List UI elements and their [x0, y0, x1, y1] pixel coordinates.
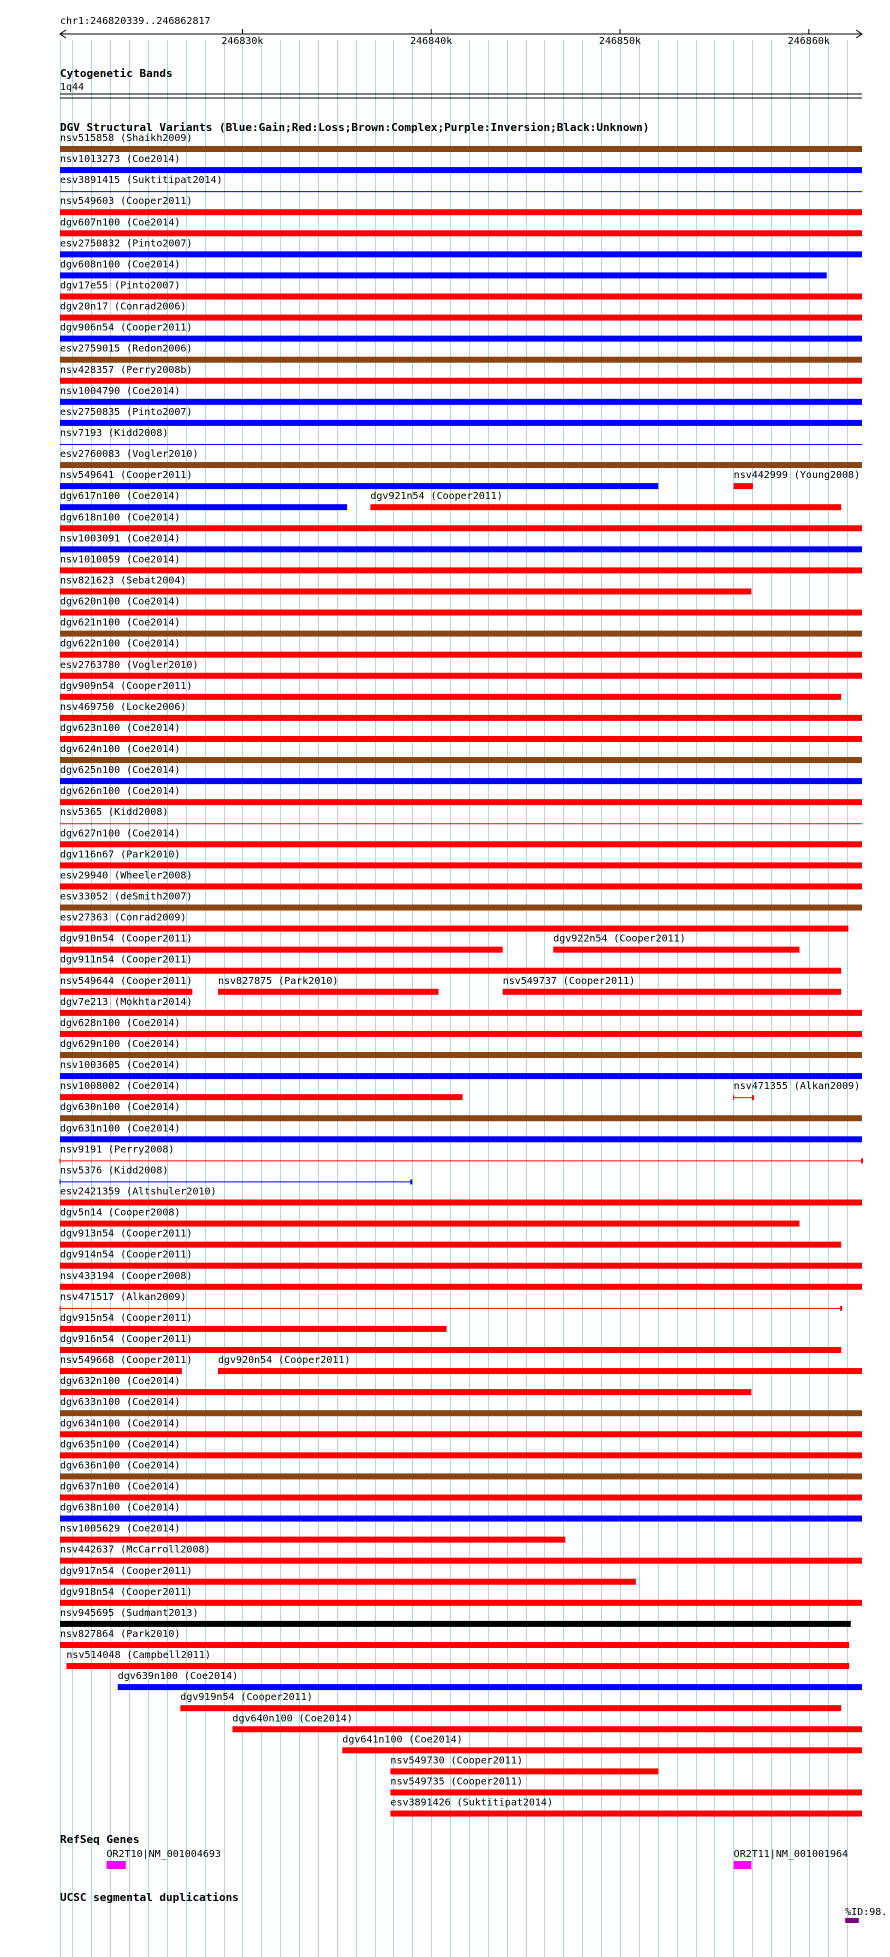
- dgv-feature-bar[interactable]: [60, 1494, 862, 1500]
- dgv-feature-bar[interactable]: [60, 968, 841, 974]
- dgv-feature-label: nsv827875 (Park2010): [217, 975, 339, 987]
- dgv-feature-label: dgv638n100 (Coe2014): [60, 1502, 181, 1514]
- dgv-feature-bar[interactable]: [390, 1811, 862, 1817]
- dgv-feature[interactable]: [60, 1060, 862, 1079]
- dgv-feature-bar[interactable]: [60, 1221, 799, 1227]
- dgv-feature[interactable]: [60, 175, 862, 192]
- dgv-feature-bar[interactable]: [60, 715, 862, 721]
- dgv-feature-label: dgv608n100 (Coe2014): [60, 259, 181, 271]
- dgv-feature[interactable]: [60, 133, 862, 152]
- dgv-feature-label: nsv1005629 (Coe2014): [60, 1523, 181, 1535]
- cytoband-label: 1q44: [60, 82, 85, 93]
- dgv-feature-label: nsv821623 (Sebat2004): [60, 575, 187, 587]
- dgv-feature[interactable]: [60, 554, 862, 573]
- dgv-feature[interactable]: [60, 196, 862, 215]
- dgv-feature[interactable]: [60, 765, 862, 784]
- dgv-feature-label: dgv917n54 (Cooper2011): [60, 1565, 193, 1577]
- ruler-tick-label: 246850k: [598, 36, 642, 47]
- dgv-feature-label: dgv116n67 (Park2010): [60, 849, 181, 861]
- dgv-feature-bar[interactable]: [60, 230, 862, 236]
- dgv-feature-label: dgv620n100 (Coe2014): [60, 596, 181, 608]
- dgv-feature-label: dgv637n100 (Coe2014): [60, 1481, 181, 1493]
- dgv-feature-bar[interactable]: [60, 293, 862, 299]
- cytoband-track[interactable]: [60, 67, 862, 98]
- dgv-feature[interactable]: [60, 976, 192, 995]
- segdup-items: [845, 1907, 887, 1923]
- dgv-feature-label: dgv17e55 (Pinto2007): [60, 280, 181, 292]
- dgv-feature-label: nsv1004790 (Coe2014): [60, 385, 181, 397]
- dgv-feature-label: dgv915n54 (Cooper2011): [60, 1312, 193, 1324]
- dgv-feature[interactable]: [60, 807, 862, 824]
- dgv-feature-bar[interactable]: [60, 652, 862, 658]
- dgv-feature[interactable]: [60, 849, 862, 868]
- dgv-feature-label: dgv921n54 (Cooper2011): [370, 491, 503, 503]
- dgv-feature[interactable]: [60, 1313, 447, 1332]
- dgv-feature-label: nsv469750 (Locke2006): [60, 701, 187, 713]
- dgv-feature-label: dgv5n14 (Cooper2008): [60, 1207, 181, 1219]
- segdup-track-title: UCSC segmental duplications: [60, 1891, 239, 1904]
- refseq-gene[interactable]: [107, 1849, 221, 1869]
- dgv-feature-bar[interactable]: [60, 504, 347, 510]
- dgv-feature[interactable]: [60, 1629, 849, 1648]
- dgv-feature-bar[interactable]: [60, 1642, 849, 1648]
- dgv-feature-label: dgv628n100 (Coe2014): [60, 1017, 181, 1029]
- dgv-feature[interactable]: [60, 491, 347, 510]
- dgv-feature-bar[interactable]: [60, 462, 862, 468]
- dgv-feature-label: esv3891415 (Suktitipat2014): [60, 175, 223, 187]
- dgv-feature-bar[interactable]: [60, 883, 862, 889]
- dgv-feature[interactable]: [60, 386, 862, 405]
- dgv-feature-bar[interactable]: [370, 504, 841, 510]
- dgv-feature[interactable]: [60, 828, 862, 847]
- dgv-feature[interactable]: [60, 1123, 862, 1142]
- dgv-track[interactable]: [60, 121, 862, 1817]
- dgv-feature-label: dgv631n100 (Coe2014): [60, 1123, 181, 1135]
- dgv-feature-bar[interactable]: [60, 1094, 463, 1100]
- dgv-feature-bar[interactable]: [60, 823, 862, 824]
- dgv-feature-label: dgv618n100 (Coe2014): [60, 512, 181, 524]
- dgv-feature-label: dgv909n54 (Cooper2011): [60, 680, 193, 692]
- dgv-feature[interactable]: [60, 217, 862, 236]
- dgv-feature-bar[interactable]: [60, 905, 862, 911]
- dgv-feature-label: esv3891426 (Suktitipat2014): [390, 1797, 553, 1809]
- dgv-feature-label: dgv919n54 (Cooper2011): [180, 1692, 313, 1704]
- dgv-feature-bar[interactable]: [60, 736, 862, 742]
- dgv-feature[interactable]: [60, 1144, 862, 1163]
- refseq-gene-exon[interactable]: [734, 1861, 752, 1869]
- dgv-feature-bar[interactable]: [60, 1115, 862, 1121]
- dgv-feature-bar[interactable]: [60, 757, 862, 763]
- dgv-feature-label: dgv632n100 (Coe2014): [60, 1376, 181, 1388]
- dgv-feature-bar[interactable]: [66, 1663, 849, 1669]
- dgv-feature[interactable]: [60, 1187, 862, 1206]
- dgv-feature[interactable]: [60, 639, 862, 658]
- dgv-feature-label: dgv636n100 (Coe2014): [60, 1460, 181, 1472]
- dgv-feature[interactable]: [60, 344, 862, 363]
- dgv-feature-label: nsv549644 (Cooper2011): [60, 975, 193, 987]
- dgv-feature[interactable]: [60, 786, 862, 805]
- dgv-feature-label: dgv627n100 (Coe2014): [60, 828, 181, 840]
- dgv-feature-bar[interactable]: [60, 1389, 751, 1395]
- dgv-feature-label: dgv920n54 (Cooper2011): [217, 1355, 351, 1367]
- dgv-feature-bar[interactable]: [60, 272, 827, 278]
- dgv-feature-bar[interactable]: [60, 167, 862, 173]
- dgv-feature[interactable]: [60, 1102, 862, 1121]
- dgv-feature-bar[interactable]: [60, 588, 751, 594]
- dgv-feature-bar[interactable]: [232, 1726, 862, 1732]
- dgv-feature-bar[interactable]: [60, 1242, 841, 1248]
- dgv-feature-bar[interactable]: [60, 567, 862, 573]
- dgv-feature-label: dgv922n54 (Cooper2011): [553, 933, 686, 945]
- segdup-feature[interactable]: [845, 1907, 887, 1923]
- dgv-track-title: DGV Structural Variants (Blue:Gain;Red:Loss;Brown:Complex;Purple:Inversion;Black:Unknown): [60, 121, 650, 134]
- dgv-feature[interactable]: [342, 1734, 862, 1753]
- dgv-feature-label: nsv7193 (Kidd2008): [60, 427, 169, 439]
- dgv-feature-label: nsv9191 (Perry2008): [60, 1144, 175, 1156]
- dgv-feature[interactable]: [734, 1081, 860, 1100]
- dgv-feature[interactable]: [60, 470, 658, 489]
- dgv-feature-bar[interactable]: [60, 778, 862, 784]
- dgv-feature-label: dgv914n54 (Cooper2011): [60, 1249, 193, 1261]
- dgv-feature-label: dgv607n100 (Coe2014): [60, 217, 181, 229]
- dgv-feature-bar[interactable]: [60, 1600, 862, 1606]
- dgv-feature-label: dgv624n100 (Coe2014): [60, 744, 181, 756]
- dgv-feature-bar[interactable]: [390, 1768, 658, 1774]
- segdup-feature-bar[interactable]: [845, 1918, 859, 1923]
- dgv-feature-bar[interactable]: [60, 1473, 862, 1479]
- dgv-feature[interactable]: [60, 597, 862, 616]
- dgv-feature-bar[interactable]: [60, 862, 862, 868]
- dgv-feature-bar[interactable]: [60, 1010, 862, 1016]
- dgv-feature-bar[interactable]: [503, 989, 841, 995]
- dgv-feature-bar[interactable]: [60, 315, 862, 321]
- dgv-feature-label: nsv1010059 (Coe2014): [60, 554, 181, 566]
- dgv-feature-label: esv2421359 (Altshuler2010): [60, 1186, 217, 1198]
- dgv-feature-label: nsv549641 (Cooper2011): [60, 470, 193, 482]
- refseq-gene-label: OR2T11|NM_001001964: [733, 1849, 849, 1860]
- dgv-feature[interactable]: [232, 1713, 862, 1732]
- dgv-feature-bar[interactable]: [60, 1326, 447, 1332]
- dgv-feature-label: nsv1003091 (Coe2014): [60, 533, 181, 545]
- dgv-feature[interactable]: [60, 1039, 862, 1058]
- dgv-feature-label: dgv20n17 (Conrad2006): [60, 301, 187, 313]
- dgv-feature-label: dgv918n54 (Cooper2011): [60, 1586, 193, 1598]
- dgv-feature-label: nsv471517 (Alkan2009): [60, 1291, 187, 1303]
- dgv-feature-label: nsv1013273 (Coe2014): [60, 154, 181, 166]
- dgv-feature-bar[interactable]: [60, 989, 192, 995]
- dgv-feature-bar[interactable]: [60, 1031, 862, 1037]
- cytoband-track-title: Cytogenetic Bands: [60, 67, 173, 80]
- dgv-feature[interactable]: [60, 428, 862, 445]
- dgv-feature-label: dgv641n100 (Coe2014): [342, 1734, 463, 1746]
- dgv-feature-bar[interactable]: [118, 1684, 862, 1690]
- dgv-feature[interactable]: [60, 407, 862, 426]
- position-label: chr1:246820339..246862817: [60, 16, 211, 27]
- dgv-feature[interactable]: [60, 618, 862, 637]
- dgv-feature[interactable]: [60, 1566, 636, 1585]
- dgv-feature-bar[interactable]: [60, 1073, 862, 1079]
- dgv-feature-label: nsv549603 (Cooper2011): [60, 196, 193, 208]
- dgv-feature[interactable]: [60, 1165, 411, 1184]
- dgv-feature-bar[interactable]: [60, 926, 848, 932]
- dgv-feature[interactable]: [60, 365, 862, 384]
- dgv-feature-bar[interactable]: [60, 610, 862, 616]
- dgv-feature[interactable]: [60, 1587, 862, 1606]
- dgv-feature[interactable]: [60, 1481, 862, 1500]
- dgv-feature-label: esv2759015 (Redon2006): [60, 343, 193, 355]
- dgv-feature[interactable]: [60, 154, 862, 173]
- dgv-feature[interactable]: [60, 1524, 565, 1543]
- dgv-feature-label: esv29940 (Wheeler2008): [60, 870, 193, 882]
- dgv-feature-label: dgv621n100 (Coe2014): [60, 617, 181, 629]
- dgv-feature-bar[interactable]: [60, 799, 862, 805]
- dgv-feature-bar[interactable]: [60, 191, 862, 192]
- dgv-feature[interactable]: [60, 1018, 862, 1037]
- dgv-feature[interactable]: [60, 238, 862, 257]
- dgv-feature-bar[interactable]: [60, 1410, 862, 1416]
- dgv-feature-label: nsv442999 (Young2008): [733, 470, 861, 482]
- dgv-feature[interactable]: [60, 512, 862, 531]
- dgv-feature-label: nsv945695 (Sudmant2013): [60, 1607, 199, 1619]
- dgv-feature-label: esv2763780 (Vogler2010): [60, 659, 199, 671]
- dgv-feature[interactable]: [60, 259, 827, 278]
- dgv-feature-label: nsv5376 (Kidd2008): [60, 1165, 169, 1177]
- dgv-feature[interactable]: [60, 744, 862, 763]
- dgv-feature-bar[interactable]: [60, 483, 658, 489]
- dgv-feature-bar[interactable]: [60, 1368, 182, 1374]
- ruler-tick-label: 246840k: [410, 36, 453, 47]
- dgv-feature-bar[interactable]: [60, 357, 862, 363]
- dgv-feature[interactable]: [60, 1376, 751, 1395]
- dgv-feature-bar[interactable]: [60, 631, 862, 637]
- segdup-track[interactable]: [60, 1891, 887, 1923]
- dgv-feature[interactable]: [66, 1650, 849, 1669]
- segdup-feature-label: %ID:98.: [845, 1907, 888, 1918]
- dgv-feature-label: nsv471355 (Alkan2009): [733, 1081, 861, 1093]
- dgv-feature-label: esv33052 (deSmith2007): [60, 891, 193, 903]
- dgv-feature-bar[interactable]: [60, 694, 841, 700]
- dgv-feature[interactable]: [180, 1692, 841, 1711]
- dgv-feature-bar[interactable]: [734, 483, 753, 489]
- dgv-feature-bar[interactable]: [180, 1705, 841, 1711]
- dgv-feature-bar[interactable]: [60, 1516, 862, 1522]
- dgv-feature-label: nsv1003605 (Coe2014): [60, 1060, 181, 1072]
- refseq-gene-exon[interactable]: [107, 1861, 126, 1869]
- dgv-feature[interactable]: [390, 1776, 862, 1795]
- dgv-feature-label: dgv906n54 (Cooper2011): [60, 322, 193, 334]
- position-ruler[interactable]: [60, 16, 862, 47]
- dgv-feature[interactable]: [60, 323, 862, 342]
- dgv-feature-bar[interactable]: [60, 1136, 862, 1142]
- dgv-feature-label: dgv625n100 (Coe2014): [60, 765, 181, 777]
- dgv-feature[interactable]: [370, 491, 841, 510]
- dgv-feature[interactable]: [118, 1671, 862, 1690]
- dgv-feature-bar[interactable]: [60, 525, 862, 531]
- dgv-feature[interactable]: [218, 1355, 862, 1374]
- dgv-feature-bar[interactable]: [60, 1579, 636, 1585]
- dgv-feature-label: dgv640n100 (Coe2014): [232, 1713, 353, 1725]
- dgv-feature-label: dgv623n100 (Coe2014): [60, 722, 181, 734]
- dgv-feature-bar[interactable]: [553, 947, 799, 953]
- dgv-feature-label: nsv549735 (Cooper2011): [390, 1776, 523, 1788]
- dgv-feature-bar[interactable]: [60, 251, 862, 257]
- dgv-feature-bar[interactable]: [60, 546, 862, 552]
- dgv-feature[interactable]: [60, 1503, 862, 1522]
- dgv-feature[interactable]: [60, 997, 862, 1016]
- dgv-feature[interactable]: [60, 892, 862, 911]
- dgv-feature-label: dgv635n100 (Coe2014): [60, 1439, 181, 1451]
- dgv-feature-label: dgv630n100 (Coe2014): [60, 1102, 181, 1114]
- dgv-feature-label: dgv910n54 (Cooper2011): [60, 933, 193, 945]
- dgv-feature-label: nsv428357 (Perry2008b): [60, 364, 193, 376]
- dgv-feature-label: dgv629n100 (Coe2014): [60, 1039, 181, 1051]
- dgv-feature-bar[interactable]: [60, 378, 862, 384]
- dgv-feature-label: dgv639n100 (Coe2014): [117, 1671, 239, 1683]
- dgv-feature[interactable]: [60, 280, 862, 299]
- dgv-feature[interactable]: [553, 934, 799, 953]
- dgv-feature[interactable]: [60, 1460, 862, 1479]
- dgv-feature-bar[interactable]: [60, 1431, 862, 1437]
- dgv-feature-bar[interactable]: [60, 420, 862, 426]
- dgv-feature-label: nsv514048 (Campbell2011): [66, 1650, 211, 1662]
- dgv-feature-label: esv2750835 (Pinto2007): [60, 406, 193, 418]
- ruler-tick-label: 246830k: [221, 36, 264, 47]
- dgv-feature-bar[interactable]: [342, 1747, 862, 1753]
- dgv-feature-bar[interactable]: [60, 1263, 862, 1269]
- dgv-feature-label: nsv442637 (McCarroll2008): [60, 1544, 211, 1556]
- dgv-feature-label: nsv515858 (Shaikh2009): [60, 133, 193, 144]
- dgv-feature[interactable]: [218, 976, 439, 995]
- dgv-feature[interactable]: [60, 1545, 862, 1564]
- dgv-feature-bar[interactable]: [60, 444, 862, 445]
- dgv-feature-label: dgv634n100 (Coe2014): [60, 1418, 181, 1430]
- dgv-feature[interactable]: [60, 723, 862, 742]
- dgv-feature[interactable]: [60, 934, 503, 953]
- dgv-feature[interactable]: [60, 449, 862, 468]
- dgv-feature-label: nsv433194 (Cooper2008): [60, 1270, 193, 1282]
- dgv-feature-label: nsv5365 (Kidd2008): [60, 807, 169, 819]
- dgv-feature-label: dgv617n100 (Coe2014): [60, 491, 181, 503]
- dgv-feature-label: dgv626n100 (Coe2014): [60, 786, 181, 798]
- dgv-feature[interactable]: [390, 1798, 862, 1817]
- dgv-feature[interactable]: [60, 913, 848, 932]
- dgv-feature-bar[interactable]: [60, 1558, 862, 1564]
- dgv-items: [60, 133, 862, 1817]
- dgv-feature[interactable]: [60, 1608, 851, 1627]
- dgv-feature-label: esv2750832 (Pinto2007): [60, 238, 193, 250]
- dgv-feature-label: nsv549668 (Cooper2011): [60, 1355, 193, 1367]
- ruler-tick-label: 246860k: [787, 36, 830, 47]
- dgv-feature-label: nsv1008002 (Coe2014): [60, 1081, 181, 1093]
- dgv-feature[interactable]: [60, 1397, 862, 1416]
- refseq-gene-label: OR2T10|NM_001004693: [106, 1849, 221, 1860]
- dgv-feature[interactable]: [60, 1208, 799, 1227]
- dgv-feature-label: dgv911n54 (Cooper2011): [60, 954, 193, 966]
- ruler-ticks: [221, 29, 830, 47]
- dgv-feature[interactable]: [390, 1755, 658, 1774]
- dgv-feature[interactable]: [60, 1250, 862, 1269]
- dgv-feature[interactable]: [60, 1418, 862, 1437]
- refseq-track[interactable]: [60, 1833, 848, 1869]
- dgv-feature-bar[interactable]: [60, 1284, 862, 1290]
- dgv-feature-label: dgv622n100 (Coe2014): [60, 638, 181, 650]
- dgv-feature-label: esv2760083 (Vogler2010): [60, 449, 199, 461]
- dgv-feature-bar[interactable]: [60, 1052, 862, 1058]
- dgv-feature[interactable]: [60, 702, 862, 721]
- dgv-feature-bar[interactable]: [60, 146, 862, 152]
- dgv-feature-label: dgv913n54 (Cooper2011): [60, 1228, 193, 1240]
- dgv-feature[interactable]: [60, 302, 862, 321]
- dgv-feature-label: dgv633n100 (Coe2014): [60, 1397, 181, 1409]
- dgv-feature[interactable]: [734, 470, 860, 489]
- dgv-feature-label: nsv549737 (Cooper2011): [502, 975, 636, 987]
- dgv-feature-bar[interactable]: [60, 673, 862, 679]
- dgv-feature-bar[interactable]: [218, 1368, 862, 1374]
- dgv-feature-label: dgv7e213 (Mokhtar2014): [60, 996, 193, 1008]
- dgv-feature-bar[interactable]: [60, 399, 862, 405]
- dgv-feature-bar[interactable]: [60, 1200, 862, 1206]
- dgv-feature[interactable]: [60, 1271, 862, 1290]
- dgv-feature-bar[interactable]: [60, 1621, 851, 1627]
- refseq-track-title: RefSeq Genes: [60, 1833, 140, 1846]
- dgv-feature[interactable]: [60, 1439, 862, 1458]
- dgv-feature-bar[interactable]: [60, 947, 503, 953]
- dgv-feature-bar[interactable]: [60, 336, 862, 342]
- dgv-feature[interactable]: [60, 660, 862, 679]
- dgv-feature-bar[interactable]: [390, 1789, 862, 1795]
- dgv-feature[interactable]: [60, 575, 751, 594]
- dgv-feature-label: esv27363 (Conrad2009): [60, 912, 187, 924]
- dgv-feature-label: nsv549730 (Cooper2011): [390, 1755, 523, 1767]
- refseq-items: [107, 1849, 849, 1869]
- dgv-feature[interactable]: [60, 870, 862, 889]
- dgv-feature[interactable]: [60, 533, 862, 552]
- dgv-feature-label: nsv827864 (Park2010): [60, 1628, 181, 1640]
- dgv-feature-bar[interactable]: [60, 841, 862, 847]
- dgv-feature-bar[interactable]: [60, 209, 862, 215]
- dgv-feature-bar[interactable]: [60, 1537, 565, 1543]
- dgv-feature-bar[interactable]: [60, 1452, 862, 1458]
- dgv-feature-bar[interactable]: [218, 989, 439, 995]
- dgv-feature[interactable]: [60, 1355, 192, 1374]
- dgv-feature-label: dgv916n54 (Cooper2011): [60, 1333, 193, 1345]
- dgv-feature-bar[interactable]: [60, 1347, 841, 1353]
